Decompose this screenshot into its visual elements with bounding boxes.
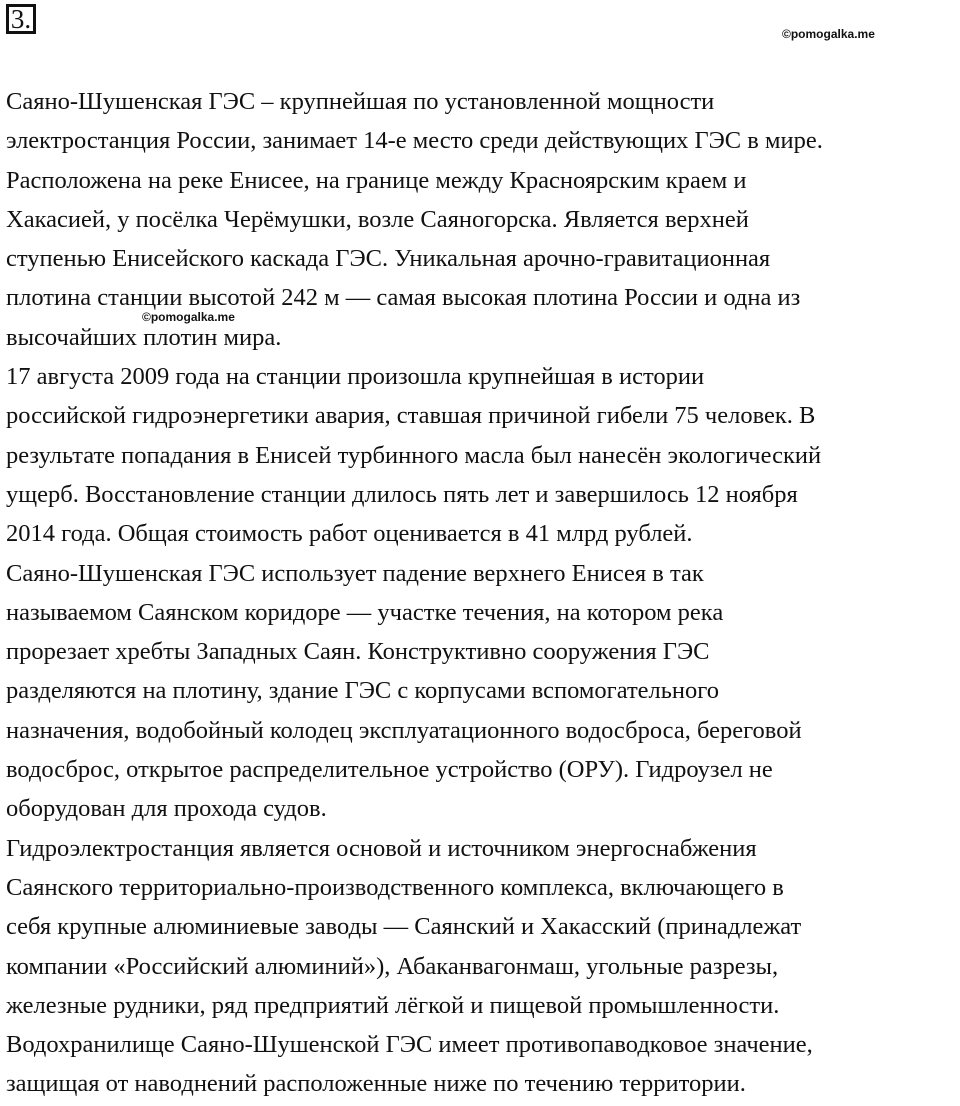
paragraph-line: Гидроэлектростанция является основой и источником энергоснабжения: [6, 834, 757, 862]
paragraph-line: результате попадания в Енисей турбинного масла был нанесён экологический: [6, 441, 822, 469]
paragraph-line: компании «Российский алюминий»), Абаканвагонмаш, угольные разрезы,: [6, 952, 779, 980]
paragraph-line: Водохранилище Саяно-Шушенской ГЭС имеет противопаводковое значение,: [6, 1031, 813, 1059]
paragraph-line: защищая от наводнений расположенные ниже по течению территории.: [6, 1070, 746, 1098]
paragraph-line: называемом Саянском коридоре — участке течения, на котором река: [6, 598, 724, 626]
paragraph-line: ступенью Енисейского каскада ГЭС. Уникальная арочно-гравитационная: [6, 245, 771, 273]
paragraph-line: оборудован для прохода судов.: [6, 795, 327, 823]
watermark-middle: ©pomogalka.me: [142, 310, 235, 324]
paragraph-2: [6, 357, 960, 553]
paragraph-line: Расположена на реке Енисее, на границе между Красноярским краем и: [6, 166, 747, 194]
watermark-top: ©pomogalka.me: [782, 27, 875, 41]
paragraph-line: высочайших плотин мира.: [6, 323, 282, 351]
paragraph-line: назначения, водобойный колодец эксплуатационного водосброса, береговой: [6, 716, 802, 744]
paragraph-line: ущерб. Восстановление станции длилось пять лет и завершилось 12 ноября: [6, 480, 798, 508]
paragraph-line: плотина станции высотой 242 м — самая высокая плотина России и одна из: [6, 284, 801, 312]
paragraph-line: прорезает хребты Западных Саян. Конструктивно сооружения ГЭС: [6, 638, 710, 666]
paragraph-line: себя крупные алюминиевые заводы — Саянский и Хакасский (принадлежат: [6, 913, 802, 941]
paragraph-line: Саяно-Шушенская ГЭС использует падение верхнего Енисея в так: [6, 559, 704, 587]
paragraph-line: Саянского территориально-производственного комплекса, включающего в: [6, 873, 784, 901]
task-number: 3.: [6, 4, 36, 34]
paragraph-line: российской гидроэнергетики авария, ставшая причиной гибели 75 человек. В: [6, 402, 816, 430]
paragraph-1: [6, 82, 960, 357]
paragraph-line: разделяются на плотину, здание ГЭС с корпусами вспомогательного: [6, 677, 719, 705]
paragraph-line: железные рудники, ряд предприятий лёгкой и пищевой промышленности.: [6, 991, 780, 1019]
paragraph-line: 17 августа 2009 года на станции произошла крупнейшая в истории: [6, 363, 705, 391]
paragraph-3: [6, 554, 960, 829]
paragraph-line: 2014 года. Общая стоимость работ оценивается в 41 млрд рублей.: [6, 520, 693, 548]
paragraph-4: [6, 829, 960, 1104]
paragraph-line: электростанция России, занимает 14-е место среди действующих ГЭС в мире.: [6, 127, 823, 155]
paragraph-line: Саяно-Шушенская ГЭС – крупнейшая по установленной мощности: [6, 88, 715, 115]
paragraph-line: Хакасией, у посёлка Черёмушки, возле Саяногорска. Является верхней: [6, 205, 749, 233]
document-body: [6, 82, 960, 1104]
paragraph-line: водосброс, открытое распределительное устройство (ОРУ). Гидроузел не: [6, 756, 773, 784]
